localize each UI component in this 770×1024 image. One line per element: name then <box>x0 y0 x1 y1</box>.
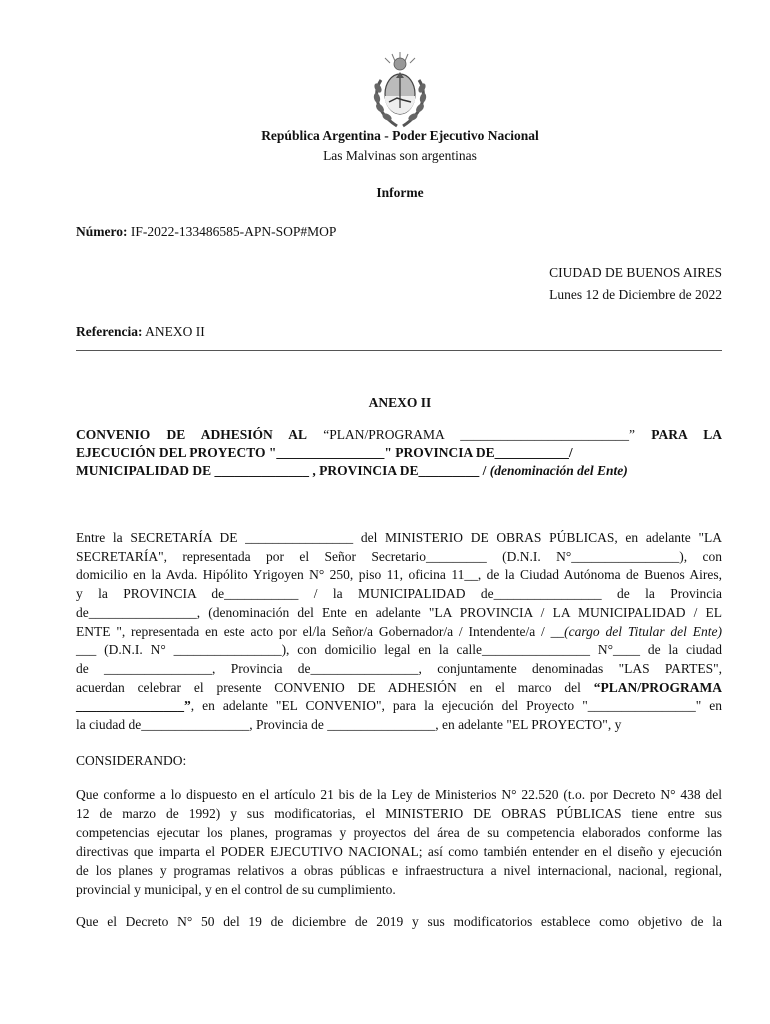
paragraph-line: domicilio en la Avda. Hipólito Yrigoyen N° 250, piso 11, oficina 11__, de la Ciudad Autónoma de Buenos Aires, <box>76 567 722 583</box>
paragraph-line: provincial y municipal, y en el control de su cumplimiento. <box>76 882 396 897</box>
motto: Las Malvinas son argentinas <box>323 148 477 163</box>
number-label: Número: <box>76 224 128 239</box>
agreement-title <box>76 426 722 481</box>
document-number <box>76 224 336 240</box>
reference-label: Referencia: <box>76 324 143 339</box>
paragraph-ministry <box>76 785 722 899</box>
paragraph-line: Entre la SECRETARÍA DE ________________ del MINISTERIO DE OBRAS PÚBLICAS, en adelante "LA <box>76 530 722 545</box>
agreement-title-line-1: CONVENIO DE ADHESIÓN AL “PLAN/PROGRAMA _________________________” PARA LA <box>76 427 723 442</box>
agreement-title-line-2: EJECUCIÓN DEL PROYECTO "________________" PROVINCIA DE___________/ <box>76 445 573 461</box>
paragraph-line: ENTE ", representada en este acto por el/la Señor/a Gobernador/a / Intendente/a / __(cargo del Titular del Ente) <box>76 623 723 639</box>
paragraph-line: de los planes y programas relativos a obras públicas e infraestructura a nivel internacional, nacional, regional, <box>76 863 722 878</box>
date: Lunes 12 de Diciembre de 2022 <box>549 287 722 302</box>
reference <box>76 324 205 340</box>
government-header: República Argentina - Poder Ejecutivo Nacional <box>261 128 539 143</box>
paragraph-line: acuerdan celebrar el presente CONVENIO DE ADHESIÓN en el marco del “PLAN/PROGRAMA <box>76 679 722 695</box>
agreement-title-line-3: MUNICIPALIDAD DE ______________ , PROVINCIA DE_________ / (denominación del Ente) <box>76 463 628 479</box>
argentina-coat-of-arms-icon <box>367 50 433 130</box>
paragraph-decree <box>76 913 722 932</box>
paragraph-line: Que el Decreto N° 50 del 19 de diciembre de 2019 y sus modificatorios establece como objetivo de la <box>76 914 722 929</box>
paragraph-line: competencias ejecutar los planes, programas y proyectos del área de su competencia elaborados conforme las <box>76 825 722 840</box>
paragraph-line: de________________, (denominación del Ente en adelante "LA PROVINCIA / LA MUNICIPALIDAD / EL <box>76 604 722 620</box>
considerando-heading: CONSIDERANDO: <box>76 753 187 768</box>
document-type: Informe <box>376 185 424 200</box>
annex-title: ANEXO II <box>368 395 432 410</box>
paragraph-line: directivas que imparta el PODER EJECUTIVO NACIONAL; así como también entender en el diseño y ejecución <box>76 844 722 859</box>
reference-value: ANEXO II <box>145 324 205 339</box>
city: CIUDAD DE BUENOS AIRES <box>549 265 722 280</box>
divider <box>76 350 722 351</box>
paragraph-line: la ciudad de________________, Provincia de ________________, en adelante "EL PROYECTO", y <box>76 717 622 733</box>
paragraph-line: Que conforme a lo dispuesto en el artículo 21 bis de la Ley de Ministerios N° 22.520 (t.o. por Decreto N° 438 del <box>76 787 722 802</box>
number-value: IF-2022-133486585-APN-SOP#MOP <box>130 224 337 239</box>
paragraph-line: de ________________, Provincia de________________, conjuntamente denominadas "LAS PARTES", <box>76 660 722 676</box>
paragraph-line: SECRETARÍA", representada por el Señor Secretario_________ (D.N.I. N°________________), con <box>76 548 722 564</box>
paragraph-line: 12 de marzo de 1992) y sus modificatorias, el MINISTERIO DE OBRAS PÚBLICAS tiene entre sus <box>76 806 722 821</box>
paragraph-line: ___ (D.N.I. N° ________________), con domicilio legal en la calle________________ N°____ de la ciudad <box>76 642 722 658</box>
paragraph-parties <box>76 529 722 735</box>
paragraph-line: y la PROVINCIA de___________ / la MUNICIPALIDAD de________________ de la Provincia <box>76 586 722 602</box>
paragraph-line: ________________”, en adelante "EL CONVENIO", para la ejecución del Proyecto "________________" en <box>76 698 722 714</box>
